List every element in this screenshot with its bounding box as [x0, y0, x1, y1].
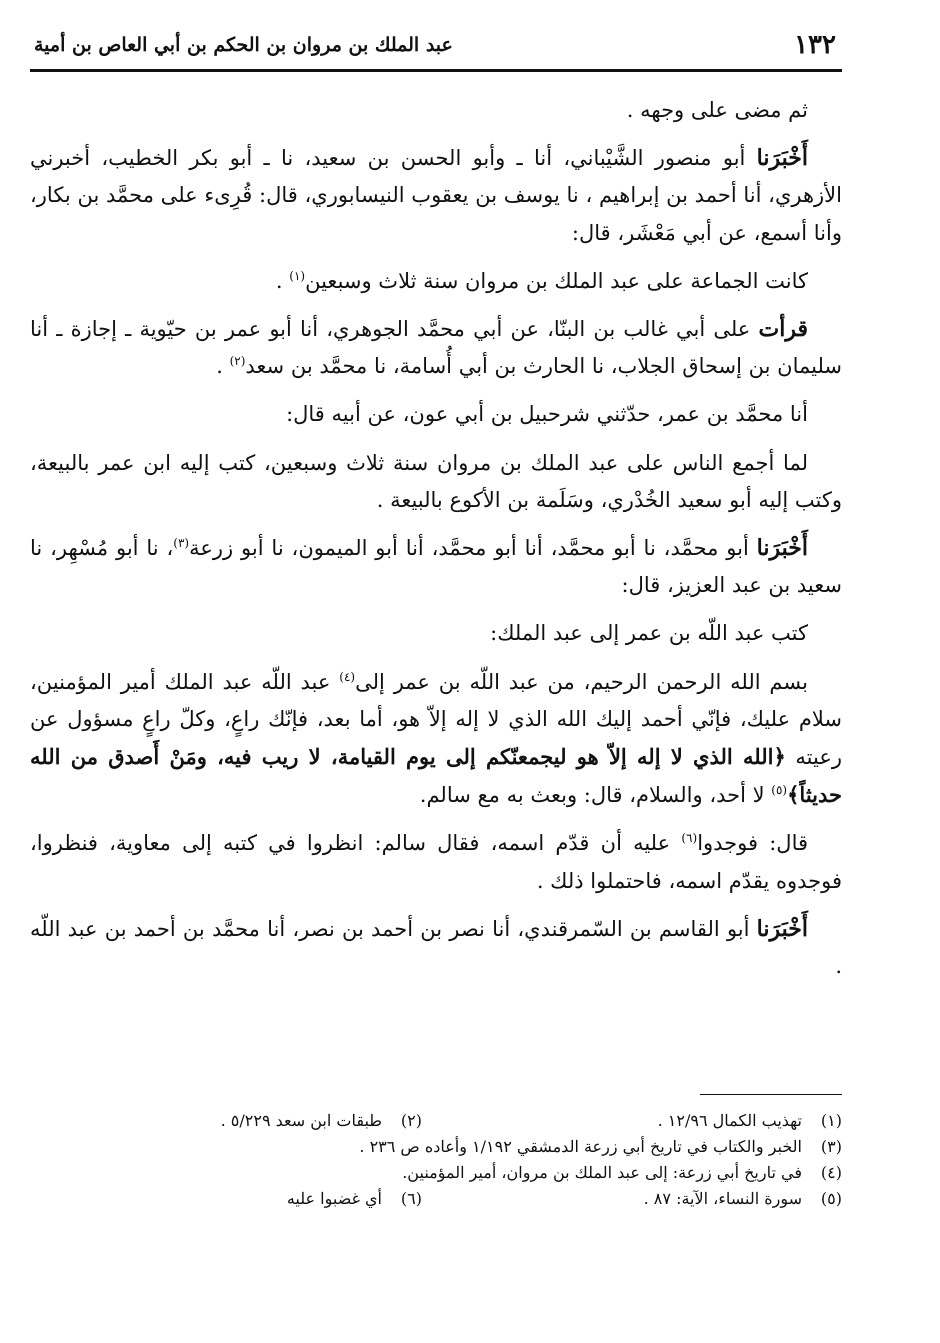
footnote-number: (٣) — [820, 1137, 842, 1156]
paragraph-1 — [30, 92, 842, 129]
footnote-text: طبقات ابن سعد ٥/٢٢٩ . — [220, 1111, 382, 1130]
paragraph-7 — [30, 530, 842, 604]
paragraph-text: أبو محمَّد، نا أبو محمَّد، أنا أبو محمَّد، أنا أبو الميمون، نا أبو زرعة — [189, 536, 757, 561]
main-text — [30, 92, 842, 996]
footnote-text: تهذيب الكمال ١٢/٩٦ . — [657, 1111, 802, 1130]
footnote-line — [60, 1160, 842, 1186]
footnote-4 — [402, 1160, 842, 1186]
isnad-keyword: أَخْبَرَنا — [756, 145, 808, 172]
paragraph-text-end: . — [216, 354, 230, 379]
paragraph-8 — [30, 615, 842, 652]
paragraph-text: بسم الله الرحمن الرحيم، من عبد اللّه بن عمر إلى — [355, 669, 808, 694]
footnotes — [60, 1108, 842, 1212]
footnote-number: (٥) — [820, 1189, 842, 1208]
isnad-keyword: أَخْبَرَنا — [756, 915, 808, 942]
footnote-number: (١) — [820, 1111, 842, 1130]
paragraph-4 — [30, 311, 842, 385]
footnote-number: (٤) — [820, 1163, 842, 1182]
paragraph-text-end: عليه أن قدّم اسمه، فقال سالم: انظروا في كتبه إلى معاوية، فنظروا، فوجدوه يقدّم اسمه، فاحتملوا ذلك . — [30, 831, 842, 893]
footnote-5 — [422, 1186, 842, 1212]
footnote-1 — [422, 1108, 842, 1134]
footnote-text: أي غضبوا عليه — [286, 1189, 382, 1208]
paragraph-text: أبو القاسم بن السّمرقندي، أنا نصر بن أحمد بن نصر، أنا محمَّد بن أحمد بن عبد اللّه . — [30, 916, 842, 979]
paragraph-10 — [30, 825, 842, 899]
footnote-marker: (٥) — [771, 783, 788, 798]
paragraph-text-end: ، نا أبو مُسْهِر، نا سعيد بن عبد العزيز، قال: — [30, 536, 842, 598]
paragraph-6 — [30, 445, 842, 519]
paragraph-9 — [30, 664, 842, 815]
page-header — [30, 28, 842, 68]
paragraph-text: كتب عبد اللّه بن عمر إلى عبد الملك: — [490, 621, 808, 646]
page-number: ١٣٢ — [794, 30, 836, 60]
paragraph-text-end: لا أحد، والسلام، قال: وبعث به مع سالم. — [419, 783, 772, 808]
paragraph-text: ثم مضى على وجهه . — [626, 98, 808, 122]
header-rule — [30, 69, 842, 72]
isnad-keyword: أَخْبَرَنا — [756, 535, 808, 562]
footnote-3 — [359, 1134, 842, 1160]
footnote-separator — [700, 1094, 842, 1095]
footnote-line — [60, 1108, 842, 1134]
paragraph-text-end: . — [275, 268, 290, 293]
footnote-text: الخبر والكتاب في تاريخ أبي زرعة الدمشقي ١/١٩٢ وأعاده ص ٢٣٦ . — [359, 1137, 802, 1156]
footnote-number: (٦) — [400, 1189, 422, 1208]
footnote-line — [60, 1134, 842, 1160]
footnote-text: سورة النساء، الآية: ٨٧ . — [643, 1189, 802, 1208]
paragraph-text: كانت الجماعة على عبد الملك بن مروان سنة ثلاث وسبعين — [305, 268, 808, 293]
paragraph-2 — [30, 140, 842, 252]
paragraph-11 — [30, 911, 842, 985]
footnote-marker: (٤) — [339, 669, 356, 684]
paragraph-text: أنا محمَّد بن عمر، حدّثني شرحبيل بن أبي عون، عن أبيه قال: — [286, 402, 808, 427]
footnote-marker: (٣) — [173, 536, 190, 551]
paragraph-text: قال: فوجدوا — [697, 831, 809, 856]
paragraph-5 — [30, 396, 842, 433]
footnote-number: (٢) — [400, 1111, 422, 1130]
paragraph-text: لما أجمع الناس على عبد الملك بن مروان سنة ثلاث وسبعين، كتب إليه ابن عمر بالبيعة، وكتب إليه أبو سعيد الخُدْري، وسَلَمة بن الأكوع بالبيعة . — [30, 450, 842, 512]
footnote-line — [60, 1186, 842, 1212]
footnote-marker: (٢) — [229, 354, 246, 369]
footnote-marker: (١) — [289, 268, 306, 283]
footnote-text: في تاريخ أبي زرعة: إلى عبد الملك بن مروان، أمير المؤمنين. — [402, 1163, 802, 1182]
paragraph-3 — [30, 263, 842, 300]
paragraph-text-mid: عبد اللّه عبد الملك أمير المؤمنين، سلام عليك، فإنّي أحمد إليك الله الذي لا إله إلاّ هو، أما بعد، فإنّك راعٍ، وكلّ راعٍ مسؤول عن رعيته — [30, 669, 843, 770]
footnote-6 — [287, 1186, 422, 1212]
footnote-2 — [221, 1108, 422, 1134]
running-title: عبد الملك بن مروان بن الحكم بن أبي العاص بن أمية — [34, 34, 453, 56]
footnote-marker: (٦) — [681, 831, 698, 846]
paragraph-text: أبو منصور الشَّيْباني، أنا ـ وأبو الحسن بن سعيد، نا ـ أبو بكر الخطيب، أخبرني الأزهري، أنا أحمد بن إبراهيم ، نا يوسف بن يعقوب النيسابوري، قال: قُرِىء على محمَّد بن بكار، وأنا أسمع، عن أبي مَعْشَر، قال: — [30, 146, 842, 245]
isnad-keyword: قرأت — [758, 316, 808, 343]
quran-quote: ﴿الله الذي لا إله إلاّ هو ليجمعنّكم إلى يوم القيامة، لا ريب فيه، ومَنْ أَصدق من الله حديثاً﴾ — [30, 744, 842, 808]
paragraph-text: على أبي غالب بن البنّا، عن أبي محمَّد الجوهري، أنا أبو عمر بن حيّوية ـ إجازة ـ أنا سليمان بن إسحاق الجلاب، نا الحارث بن أبي أُسامة، نا محمَّد بن سعد — [30, 317, 842, 379]
